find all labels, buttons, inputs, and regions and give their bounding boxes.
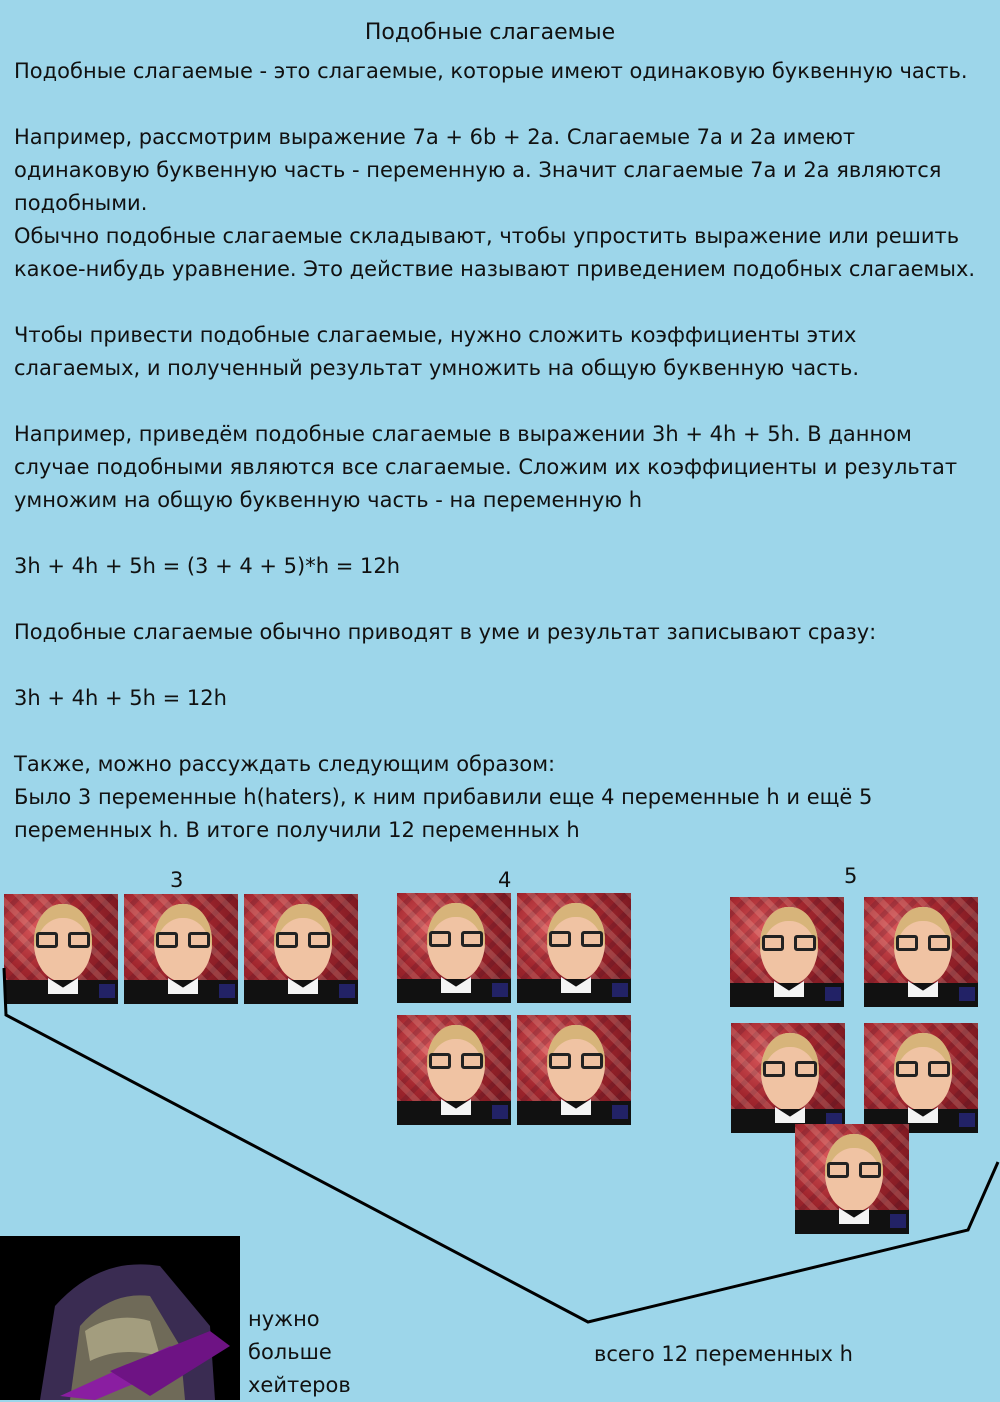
definition-paragraph: Подобные слагаемые - это слагаемые, которые имеют одинаковую буквенную часть. xyxy=(14,59,968,83)
formula-short: 3h + 4h + 5h = 12h xyxy=(14,686,227,710)
rule-paragraph: Чтобы привести подобные слагаемые, нужно сложить коэффициенты этих слагаемых, и полученный результат умножить на общую буквенную часть. xyxy=(14,323,859,380)
group-count-4: 4 xyxy=(498,868,512,892)
simplify-paragraph: Обычно подобные слагаемые складывают, чтобы упростить выражение или решить какое-нибудь уравнение. Это действие называют приведением подобных слагаемых. xyxy=(14,224,976,281)
example-h-paragraph: Например, приведём подобные слагаемые в выражении 3h + 4h + 5h. В данном случае подобными являются все слагаемые. Сложим их коэффициенты и результат умножим на общую буквенную часть - на переменную h xyxy=(14,422,958,512)
haters-paragraph: Было 3 переменные h(haters), к ним прибавили еще 4 переменные h и ещё 5 переменных h. В итоге получили 12 переменных h xyxy=(14,785,873,842)
caption-line: хейтеров xyxy=(248,1373,351,1397)
group-count-3: 3 xyxy=(170,868,184,892)
example-paragraph: Например, рассмотрим выражение 7a + 6b + 2a. Слагаемые 7a и 2a имеют одинаковую буквенную часть - переменную a. Значит слагаемые 7a и 2a являются подобными. xyxy=(14,125,942,215)
page-title: Подобные слагаемые xyxy=(364,20,616,45)
total-label: всего 12 переменных h xyxy=(594,1342,853,1366)
group-count-5: 5 xyxy=(844,864,858,888)
reasoning-intro: Также, можно рассуждать следующим образом: xyxy=(14,752,556,776)
formula-expanded: 3h + 4h + 5h = (3 + 4 + 5)*h = 12h xyxy=(14,554,400,578)
caption-line: нужно xyxy=(248,1307,320,1331)
hooded-figure-image xyxy=(0,1236,240,1400)
caption-line: больше xyxy=(248,1340,332,1364)
need-more-haters-caption xyxy=(248,1303,351,1402)
mental-paragraph: Подобные слагаемые обычно приводят в уме и результат записывают сразу: xyxy=(14,620,877,644)
